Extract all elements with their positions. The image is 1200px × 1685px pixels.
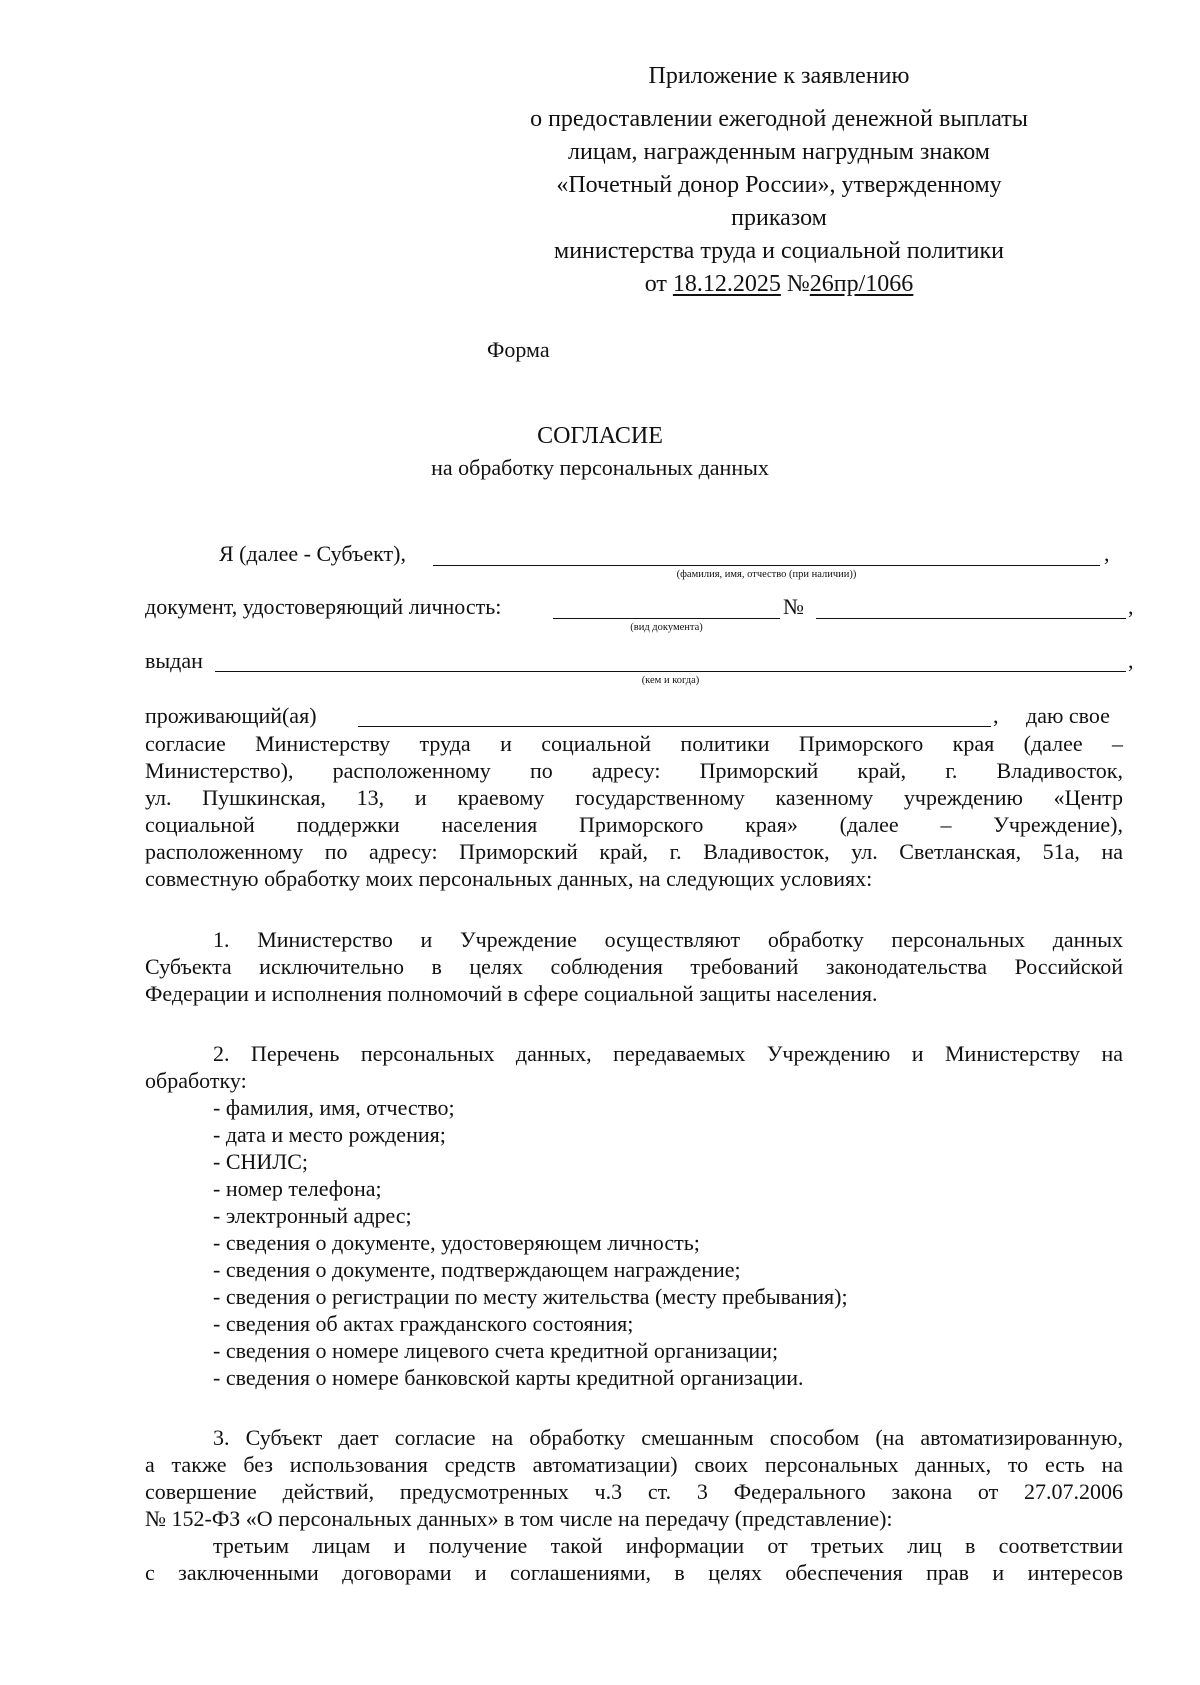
doc-label: документ, удостоверяющий личность: [145,594,502,619]
document-title: СОГЛАСИЕ [537,423,663,449]
header-line-4: «Почетный донор России», утвержденному [556,172,1002,198]
clause-1 [145,926,1123,1007]
paragraph-line: Федерации и исполнения полномочий в сфере социальной защиты населения. [145,981,878,1006]
header-line-5: приказом [731,205,827,231]
paragraph-line: социальной поддержки населения Приморского края» (далее – Учреждение), [145,812,1123,837]
paragraph-line: ул. Пушкинская, 13, и краевому государственному казенному учреждению «Центр [145,785,1123,810]
subject-caption: (фамилия, имя, отчество (при наличии)) [676,569,857,580]
order-date: 18.12.2025 [672,271,781,297]
paragraph-line: с заключенными договорами и соглашениями, в целях обеспечения прав и интересов [145,1560,1123,1585]
paragraph-line: обработку: [145,1068,247,1093]
paragraph-line: согласие Министерству труда и социальной политики Приморского края (далее – [145,731,1123,756]
list-item: - электронный адрес; [213,1203,412,1228]
issued-comma: , [1128,648,1134,673]
clause-3 [145,1424,1123,1532]
list-item: - СНИЛС; [213,1149,308,1174]
list-item: - фамилия, имя, отчество; [213,1095,455,1120]
header-line-6: министерства труда и социальной политики [554,238,1004,264]
list-item: - номер телефона; [213,1176,382,1201]
paragraph-line: расположенному по адресу: Приморский край, г. Владивосток, ул. Светланская, 51а, на [145,839,1123,864]
doc-comma: , [1128,594,1134,619]
doc-number-field[interactable] [816,618,1126,619]
document-subtitle: на обработку персональных данных [431,455,769,480]
doc-type-field[interactable] [553,618,780,619]
subject-comma: , [1104,541,1110,566]
list-item: - сведения об актах гражданского состояния; [213,1311,634,1336]
order-prefix: от [644,271,667,297]
header-line-3: лицам, награжденным нагрудным знаком [568,139,990,165]
doc-caption: (вид документа) [630,622,703,633]
list-item: - сведения о номере лицевого счета кредитной организации; [213,1338,779,1363]
clause-3-continuation [145,1532,1123,1586]
paragraph-line: совершение действий, предусмотренных ч.3 ст. 3 Федерального закона от 27.07.2006 [145,1479,1123,1504]
list-item: - дата и место рождения; [213,1122,446,1147]
header-appendix-line: Приложение к заявлению [648,63,910,89]
issued-by-field[interactable] [215,671,1126,672]
list-item: - сведения о документе, подтверждающем награждение; [213,1257,741,1282]
residing-address-field[interactable] [358,726,991,727]
header-line-2: о предоставлении ежегодной денежной выплаты [530,106,1028,132]
paragraph-line: 2. Перечень персональных данных, передаваемых Учреждению и Министерству на [213,1041,1123,1066]
order-number: 26пр/1066 [809,271,914,297]
form-label: Форма [487,337,550,362]
consent-start: даю свое [1026,703,1110,728]
doc-number-sign: № [783,594,804,619]
residing-label: проживающий(ая) [145,703,317,728]
residing-comma: , [993,703,999,728]
list-item: - сведения о номере банковской карты кредитной организации. [213,1365,804,1390]
subject-label: Я (далее - Субъект), [219,541,406,566]
issued-caption: (кем и когда) [641,675,700,686]
paragraph-line: 3. Субъект дает согласие на обработку смешанным способом (на автоматизированную, [213,1425,1123,1450]
list-item: - сведения о регистрации по месту жительства (месту пребывания); [213,1284,848,1309]
paragraph-line: 1. Министерство и Учреждение осуществляют обработку персональных данных [213,927,1123,952]
clause-2 [145,1040,1123,1094]
header-order-line [470,268,1088,301]
paragraph-line: Субъекта исключительно в целях соблюдения требований законодательства Российской [145,954,1123,979]
order-number-sign: № [786,271,810,297]
personal-data-list [213,1094,848,1391]
paragraph-line: совместную обработку моих персональных данных, на следующих условиях: [145,866,873,891]
consent-intro-paragraph [145,730,1123,892]
paragraph-line: Министерство), расположенному по адресу: Приморский край, г. Владивосток, [145,758,1123,783]
paragraph-line: третьим лицам и получение такой информации от третьих лиц в соответствии [213,1533,1123,1558]
issued-label: выдан [145,648,203,673]
subject-name-field[interactable] [433,565,1100,566]
list-item: - сведения о документе, удостоверяющем личность; [213,1230,700,1255]
paragraph-line: а также без использования средств автоматизации) своих персональных данных, то есть на [145,1452,1123,1477]
paragraph-line: № 152-ФЗ «О персональных данных» в том числе на передачу (представление): [145,1506,893,1531]
